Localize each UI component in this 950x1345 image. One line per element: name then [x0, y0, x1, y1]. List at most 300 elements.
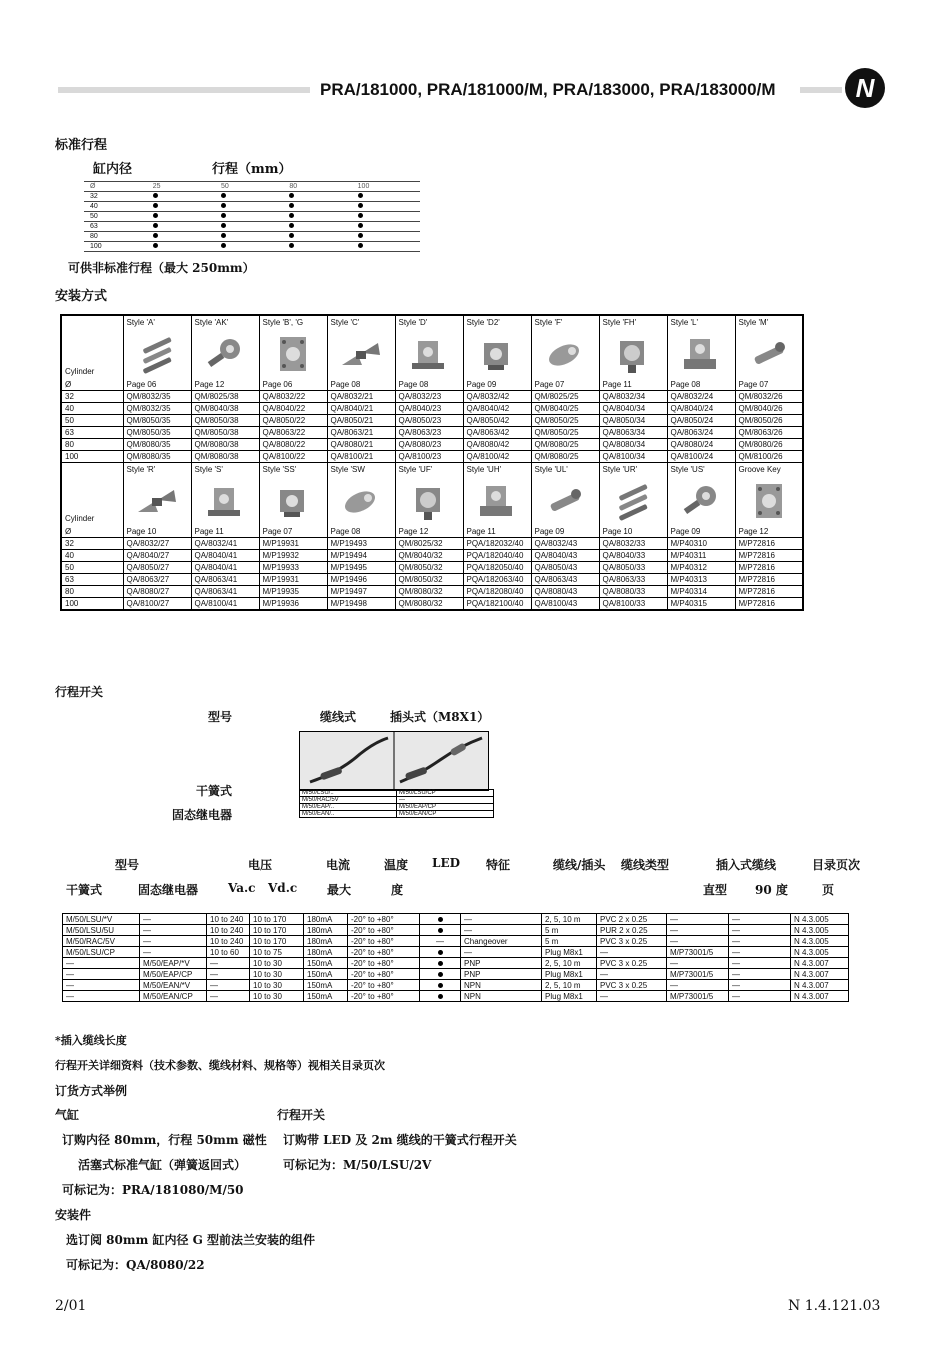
sub-vac: Va.c [228, 881, 256, 895]
order-switch-line1: 订购带 LED 及 2m 缆线的干簧式行程开关 [283, 1133, 517, 1147]
spec-cell: -20° to +80° [348, 947, 420, 958]
mounting-style-image [746, 480, 792, 522]
stroke-row [84, 242, 420, 252]
stroke-cell [147, 212, 215, 222]
switch-spec-row [63, 914, 849, 925]
part-number-cell: QA/8032/22 [259, 391, 327, 403]
part-number-cell: QA/8063/41 [191, 586, 259, 598]
stroke-cell [352, 202, 420, 212]
part-number-cell: QM/8050/26 [735, 415, 803, 427]
part-number-cell: QM/8080/32 [395, 598, 463, 611]
cylinder-label-cell [61, 315, 123, 391]
part-number-cell: QA/8080/42 [463, 439, 531, 451]
cable-model-cell: M/50/RAC/5V [300, 797, 397, 804]
stroke-header-cell: 25 [147, 182, 215, 192]
part-number-cell: QA/8063/27 [123, 574, 191, 586]
spec-cell [420, 925, 461, 936]
stroke-row [84, 202, 420, 212]
spec-cell: -20° to +80° [348, 969, 420, 980]
mounting-style-name: Style 'B', 'G [262, 318, 304, 327]
part-number-cell: QM/8040/25 [531, 403, 599, 415]
spec-cell [420, 980, 461, 991]
spec-cell: N 4.3.007 [791, 991, 849, 1002]
switch-heading: 行程开关 [55, 685, 104, 699]
mounting-style-image [134, 480, 180, 522]
solid-state-label: 固态继电器 [172, 808, 233, 822]
stroke-label: 行程（mm） [212, 162, 292, 177]
mounting-style-image [678, 333, 724, 375]
spec-cell: — [729, 980, 791, 991]
spec-cell: — [667, 925, 729, 936]
mounting-table [60, 314, 804, 611]
cylinder-label: Cylinder [65, 514, 95, 523]
sub-max: 最大 [327, 883, 352, 897]
mounting-part-row [61, 586, 803, 598]
part-number-cell: QA/8040/41 [191, 562, 259, 574]
spec-cell: 10 to 75 [250, 947, 304, 958]
bore-cell: 50 [61, 562, 123, 574]
header-rule-right [800, 87, 842, 93]
stroke-header-cell: 50 [215, 182, 283, 192]
col-cable-type: 缆线类型 [621, 858, 670, 872]
spec-cell: — [63, 980, 140, 991]
spec-cell: -20° to +80° [348, 914, 420, 925]
spec-cell: — [140, 925, 207, 936]
col-catalogue-page: 目录页次 [812, 858, 861, 872]
mounting-style-name: Style 'UR' [602, 465, 638, 474]
spec-cell: PVC 3 x 0.25 [597, 958, 667, 969]
spec-cell [420, 991, 461, 1002]
spec-cell: — [207, 958, 250, 969]
part-number-cell: QM/8040/38 [191, 403, 259, 415]
part-number-cell: QA/8100/41 [191, 598, 259, 611]
mounting-page-ref: Page 11 [194, 527, 224, 536]
mounting-style-image [338, 480, 384, 522]
spec-cell: — [63, 958, 140, 969]
part-number-cell: PQA/182063/40 [463, 574, 531, 586]
mounting-style-cell [395, 315, 463, 391]
spec-cell: — [729, 958, 791, 969]
mounting-style-cell [531, 315, 599, 391]
spec-cell: N 4.3.007 [791, 958, 849, 969]
mounting-style-cell [463, 463, 531, 538]
spec-cell: 180mA [304, 947, 348, 958]
mounting-page-ref: Page 12 [194, 380, 225, 389]
mounting-style-cell [735, 315, 803, 391]
part-number-cell: QA/8032/33 [599, 538, 667, 550]
spec-cell: 2, 5, 10 m [542, 914, 597, 925]
mounting-page-ref: Page 11 [602, 380, 632, 389]
sub-reed: 干簧式 [66, 883, 103, 897]
spec-cell: N 4.3.005 [791, 936, 849, 947]
col-current: 电流 [326, 858, 351, 872]
switch-spec-row [63, 925, 849, 936]
available-dot [289, 223, 294, 228]
spec-cell [420, 914, 461, 925]
spec-cell: — [729, 947, 791, 958]
part-number-cell: QA/8100/27 [123, 598, 191, 611]
mounting-style-image [406, 480, 452, 522]
part-number-cell: M/P19495 [327, 562, 395, 574]
mounting-style-image [542, 480, 588, 522]
mounting-style-name: Style 'SS' [262, 465, 297, 474]
part-number-cell: QA/8032/21 [327, 391, 395, 403]
part-number-cell: M/P40311 [667, 550, 735, 562]
mounting-style-image [202, 480, 248, 522]
cylinder-heading: 气缸 [55, 1108, 80, 1122]
spec-cell: 10 to 240 [207, 914, 250, 925]
spec-cell: 10 to 170 [250, 914, 304, 925]
col-feature: 特征 [486, 858, 511, 872]
spec-cell: 10 to 30 [250, 991, 304, 1002]
cylinder-label-cell [61, 463, 123, 538]
part-number-cell: M/P19932 [259, 550, 327, 562]
mounting-style-cell [123, 315, 191, 391]
stroke-cell [215, 192, 283, 202]
available-dot [221, 243, 226, 248]
spec-cell: — [63, 969, 140, 980]
part-number-cell: QA/8040/42 [463, 403, 531, 415]
stroke-header-cell: Ø [84, 182, 147, 192]
spec-cell: 10 to 60 [207, 947, 250, 958]
switch-spec-row [63, 947, 849, 958]
spec-cell: — [667, 914, 729, 925]
cable-model-cell: M/50/LSU/.. [300, 790, 397, 797]
mounting-part-row [61, 439, 803, 451]
part-number-cell: QA/8080/22 [259, 439, 327, 451]
available-dot [289, 193, 294, 198]
sub-page: 页 [822, 883, 835, 897]
mounting-style-cell [123, 463, 191, 538]
available-dot [358, 223, 363, 228]
plug-model-cell: M/50/LSU/CP [397, 790, 494, 797]
part-number-cell: QM/8025/25 [531, 391, 599, 403]
mounting-page-ref: Page 10 [602, 527, 633, 536]
mounting-part-row [61, 415, 803, 427]
spec-cell: NPN [461, 980, 542, 991]
detail-note: 行程开关详细资料（技术参数、缆线材料、规格等）视相关目录页次 [55, 1059, 385, 1072]
spec-cell: N 4.3.007 [791, 969, 849, 980]
stroke-row [84, 192, 420, 202]
part-number-cell: QM/8080/38 [191, 439, 259, 451]
mounting-page-ref: Page 12 [738, 527, 769, 536]
mounting-page-ref: Page 09 [670, 527, 701, 536]
stroke-cell [352, 232, 420, 242]
mounting-style-cell [395, 463, 463, 538]
spec-cell: N 4.3.007 [791, 980, 849, 991]
part-number-cell: M/P40312 [667, 562, 735, 574]
part-number-cell: M/P40314 [667, 586, 735, 598]
mounting-kit-heading: 安装件 [55, 1208, 92, 1222]
mounting-part-row [61, 391, 803, 403]
part-number-cell: M/P19496 [327, 574, 395, 586]
spec-cell: — [729, 969, 791, 980]
mounting-page-ref: Page 10 [126, 527, 157, 536]
part-number-cell: QA/8080/27 [123, 586, 191, 598]
spec-cell: N 4.3.005 [791, 914, 849, 925]
stroke-cell [147, 192, 215, 202]
mounting-part-row [61, 562, 803, 574]
cable-model-cell: M/50/EAP/.. [300, 804, 397, 811]
standard-stroke-table [84, 181, 420, 252]
available-dot [153, 233, 158, 238]
standard-stroke-heading: 标准行程 [55, 138, 108, 153]
mounting-style-name: Style 'C' [330, 318, 360, 327]
switch-spec-row [63, 980, 849, 991]
mounting-page-ref: Page 08 [670, 380, 701, 389]
part-number-cell: QA/8050/34 [599, 415, 667, 427]
spec-cell: Plug M8x1 [542, 969, 597, 980]
switch-spec-row [63, 936, 849, 947]
mounting-part-row [61, 451, 803, 463]
available-dot [153, 243, 158, 248]
sub-90deg: 90 度 [755, 883, 788, 897]
part-number-cell: M/P19931 [259, 538, 327, 550]
bore-cell: 80 [61, 439, 123, 451]
spec-cell: Plug M8x1 [542, 947, 597, 958]
part-number-cell: QA/8100/34 [599, 451, 667, 463]
part-number-cell: M/P40310 [667, 538, 735, 550]
mounting-style-row [61, 315, 803, 391]
part-number-cell: QM/8040/26 [735, 403, 803, 415]
mounting-style-image [270, 480, 316, 522]
diameter-label: Ø [65, 527, 72, 536]
part-number-cell: M/P72816 [735, 562, 803, 574]
stroke-cell [215, 222, 283, 232]
stroke-cell [352, 242, 420, 252]
available-dot [289, 213, 294, 218]
col-model: 型号 [115, 858, 140, 872]
part-number-cell: M/P40315 [667, 598, 735, 611]
spec-cell: — [729, 925, 791, 936]
col-temperature: 温度 [384, 858, 409, 872]
spec-cell: 150mA [304, 969, 348, 980]
mounting-style-image [338, 333, 384, 375]
mounting-part-row [61, 403, 803, 415]
spec-cell: — [140, 936, 207, 947]
available-dot [221, 213, 226, 218]
col-led: LED [432, 856, 460, 870]
mounting-part-row [61, 574, 803, 586]
spec-cell: — [729, 991, 791, 1002]
part-number-cell: PQA/182050/40 [463, 562, 531, 574]
cylinder-label: Cylinder [65, 367, 95, 376]
mounting-style-image [678, 480, 724, 522]
spec-cell: PVC 3 x 0.25 [597, 936, 667, 947]
order-switch-line2: 可标记为：M/50/LSU/2V [283, 1158, 432, 1172]
part-number-cell: QM/8032/35 [123, 403, 191, 415]
mounting-page-ref: Page 06 [262, 380, 293, 389]
mounting-style-image [134, 333, 180, 375]
part-number-cell: QA/8080/43 [531, 586, 599, 598]
spec-cell: — [667, 958, 729, 969]
spec-cell: 5 m [542, 925, 597, 936]
spec-cell: -20° to +80° [348, 991, 420, 1002]
mounting-style-name: Style 'AK' [194, 318, 229, 327]
bore-cell: 80 [61, 586, 123, 598]
mounting-page-ref: Page 06 [126, 380, 157, 389]
mounting-style-image [202, 333, 248, 375]
mounting-kit-line2: 可标记为：QA/8080/22 [66, 1258, 205, 1272]
spec-cell: — [597, 991, 667, 1002]
spec-cell: PVC 3 x 0.25 [597, 980, 667, 991]
spec-cell: 180mA [304, 936, 348, 947]
available-dot [358, 193, 363, 198]
sub-solid: 固态继电器 [138, 883, 199, 897]
spec-cell: — [729, 914, 791, 925]
part-number-cell: QM/8050/35 [123, 415, 191, 427]
stroke-cell [352, 192, 420, 202]
switch-spec-row [63, 958, 849, 969]
norgren-logo-icon: N [845, 68, 885, 108]
part-number-cell: QM/8080/38 [191, 451, 259, 463]
bore-cell: 50 [61, 415, 123, 427]
switch-spec-row [63, 969, 849, 980]
mounting-style-image [610, 333, 656, 375]
spec-cell: — [207, 969, 250, 980]
spec-cell: PUR 2 x 0.25 [597, 925, 667, 936]
part-number-cell: QM/8025/32 [395, 538, 463, 550]
part-number-cell: M/P19935 [259, 586, 327, 598]
part-number-cell: QA/8050/42 [463, 415, 531, 427]
switch-spec-row [63, 991, 849, 1002]
mounting-style-image [610, 480, 656, 522]
spec-cell: — [461, 914, 542, 925]
col-voltage: 电压 [248, 858, 273, 872]
stroke-cell [147, 242, 215, 252]
spec-cell: 10 to 30 [250, 958, 304, 969]
available-dot [153, 213, 158, 218]
mounting-style-name: Groove Key [738, 465, 781, 474]
spec-cell: — [140, 914, 207, 925]
spec-cell: Changeover [461, 936, 542, 947]
spec-cell: NPN [461, 991, 542, 1002]
part-number-cell: QA/8063/24 [667, 427, 735, 439]
part-number-cell: QA/8040/21 [327, 403, 395, 415]
spec-cell: — [140, 947, 207, 958]
mounting-style-name: Style 'UL' [534, 465, 568, 474]
part-number-cell: QA/8063/34 [599, 427, 667, 439]
plug-type-label: 插头式（M8X1） [390, 710, 490, 724]
available-dot [358, 213, 363, 218]
part-number-cell: QA/8080/33 [599, 586, 667, 598]
spec-cell: 10 to 30 [250, 969, 304, 980]
mounting-style-image [270, 333, 316, 375]
mounting-style-name: Style 'M' [738, 318, 769, 327]
led-indicator-icon [438, 917, 443, 922]
spec-cell [420, 947, 461, 958]
order-heading: 订货方式举例 [55, 1084, 128, 1098]
mounting-style-cell [667, 315, 735, 391]
switch-model-row [300, 804, 494, 811]
part-number-cell: QA/8080/34 [599, 439, 667, 451]
mounting-style-cell [531, 463, 599, 538]
cable-type-label: 缆线式 [320, 710, 357, 724]
stroke-bore-cell: 50 [84, 212, 147, 222]
mounting-style-cell [259, 315, 327, 391]
spec-cell: PNP [461, 958, 542, 969]
stroke-cell [283, 202, 351, 212]
available-dot [153, 223, 158, 228]
switch-spec-table [62, 913, 849, 1002]
part-number-cell: QA/8050/23 [395, 415, 463, 427]
mounting-style-image [474, 480, 520, 522]
part-number-cell: QA/8063/43 [531, 574, 599, 586]
led-indicator-icon [438, 961, 443, 966]
sub-vdc: Vd.c [268, 881, 298, 895]
order-cylinder-line1: 订购内径 80mm，行程 50mm 磁性 [62, 1133, 267, 1147]
spec-cell: -20° to +80° [348, 980, 420, 991]
mounting-page-ref: Page 07 [262, 527, 293, 536]
led-indicator-icon [438, 928, 443, 933]
stroke-cell [147, 232, 215, 242]
plug-model-cell: M/50/EAN/CP [397, 811, 494, 818]
part-number-cell: QA/8040/43 [531, 550, 599, 562]
part-number-cell: QM/8050/35 [123, 427, 191, 439]
mounting-style-cell [259, 463, 327, 538]
stroke-cell [215, 242, 283, 252]
part-number-cell: QA/8032/23 [395, 391, 463, 403]
stroke-row [84, 222, 420, 232]
mounting-style-name: Style 'R' [126, 465, 156, 474]
part-number-cell: M/P72816 [735, 574, 803, 586]
spec-cell: — [667, 936, 729, 947]
stroke-bore-cell: 80 [84, 232, 147, 242]
spec-cell: -20° to +80° [348, 925, 420, 936]
spec-cell: M/P73001/5 [667, 947, 729, 958]
part-number-cell: QM/8032/26 [735, 391, 803, 403]
mounting-page-ref: Page 08 [330, 380, 361, 389]
part-number-cell: QA/8050/21 [327, 415, 395, 427]
footer-doc-number: N 1.4.121.03 [788, 1298, 881, 1314]
order-cylinder-line2: 活塞式标准气缸（弹簧返回式） [78, 1158, 247, 1172]
part-number-cell: QM/8050/25 [531, 415, 599, 427]
mounting-style-cell [735, 463, 803, 538]
page-title: PRA/181000, PRA/181000/M, PRA/183000, PRA/183000/M [320, 80, 776, 99]
order-cylinder-line3: 可标记为：PRA/181080/M/50 [62, 1183, 244, 1197]
part-number-cell: QA/8100/21 [327, 451, 395, 463]
part-number-cell: PQA/182080/40 [463, 586, 531, 598]
bore-cell: 32 [61, 538, 123, 550]
mounting-style-cell [463, 315, 531, 391]
part-number-cell: M/P19494 [327, 550, 395, 562]
mounting-style-cell [667, 463, 735, 538]
mounting-style-image [474, 333, 520, 375]
part-number-cell: QA/8050/27 [123, 562, 191, 574]
bore-cell: 40 [61, 550, 123, 562]
bore-label: 缸内径 [93, 162, 133, 177]
spec-cell: 150mA [304, 958, 348, 969]
part-number-cell: M/P19931 [259, 574, 327, 586]
part-number-cell: QA/8032/42 [463, 391, 531, 403]
available-dot [221, 233, 226, 238]
spec-cell: M/50/EAP/*V [140, 958, 207, 969]
plug-model-cell: M/50/EAP/CP [397, 804, 494, 811]
part-number-cell: M/P40313 [667, 574, 735, 586]
part-number-cell: QM/8080/35 [123, 451, 191, 463]
part-number-cell: M/P72816 [735, 598, 803, 611]
mounting-style-name: Style 'L' [670, 318, 699, 327]
sub-degree: 度 [391, 883, 404, 897]
spec-cell [420, 958, 461, 969]
spec-cell: — [420, 936, 461, 947]
led-indicator-icon [438, 950, 443, 955]
part-number-cell: QM/8050/32 [395, 574, 463, 586]
stroke-bore-cell: 100 [84, 242, 147, 252]
part-number-cell: QA/8100/23 [395, 451, 463, 463]
stroke-row [84, 212, 420, 222]
spec-cell: M/50/RAC/5V [63, 936, 140, 947]
